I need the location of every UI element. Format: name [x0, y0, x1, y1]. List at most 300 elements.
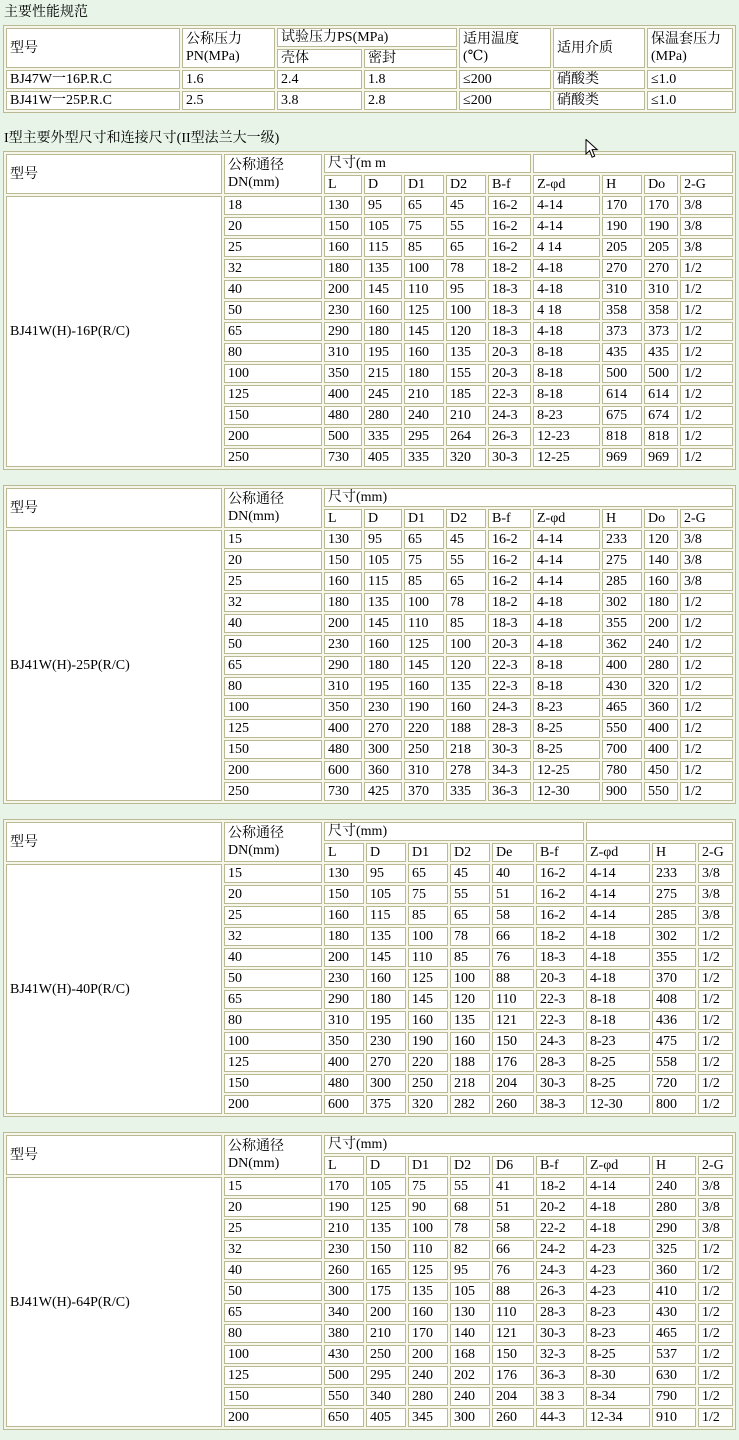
- data-cell: 硝酸类: [553, 91, 645, 110]
- data-cell: 150: [492, 1032, 534, 1051]
- data-cell: 310: [644, 280, 678, 299]
- col-header-D1: D1: [408, 1156, 448, 1175]
- data-cell: 85: [404, 572, 444, 591]
- data-cell: 280: [364, 406, 402, 425]
- data-cell: 1/2: [698, 1387, 733, 1406]
- col-header-medium: 适用介质: [553, 28, 645, 68]
- dimensions-section-title: I型主要外型尺寸和连接尺寸(II型法兰大一级): [4, 131, 280, 146]
- data-cell: 1/2: [680, 343, 733, 362]
- col-header-dn: 公称通径 DN(mm): [224, 154, 322, 194]
- data-cell: 120: [450, 990, 490, 1009]
- data-cell: 400: [644, 719, 678, 738]
- col-header-D: D: [366, 843, 406, 862]
- data-cell: 4-14: [533, 196, 600, 215]
- col-header-2G: 2-G: [698, 1156, 733, 1175]
- data-cell: 120: [446, 656, 486, 675]
- dim-table-40p: [3, 819, 736, 1117]
- data-cell: 614: [602, 385, 642, 404]
- data-cell: 125: [404, 635, 444, 654]
- col-header-D: D: [364, 175, 402, 194]
- data-cell: 188: [450, 1053, 490, 1072]
- data-cell: 135: [366, 1219, 406, 1238]
- data-cell: 18-3: [488, 280, 531, 299]
- data-cell: 1/2: [698, 1324, 733, 1343]
- data-cell: 360: [652, 1261, 696, 1280]
- data-cell: 190: [602, 217, 642, 236]
- data-cell: 210: [446, 406, 486, 425]
- data-cell: 90: [408, 1198, 448, 1217]
- data-cell: 76: [492, 1261, 534, 1280]
- data-cell: 100: [404, 259, 444, 278]
- dim-table-25p-header: [6, 488, 733, 528]
- data-cell: 32: [224, 927, 322, 946]
- data-cell: 674: [644, 406, 678, 425]
- data-cell: 4-18: [586, 948, 650, 967]
- data-cell: 320: [408, 1095, 448, 1114]
- dim-table-16p-header: [6, 154, 733, 194]
- data-cell: 88: [492, 969, 534, 988]
- performance-table: [3, 25, 736, 113]
- data-cell: 8-23: [586, 1032, 650, 1051]
- data-cell: 675: [602, 406, 642, 425]
- col-header-2G: 2-G: [680, 175, 733, 194]
- col-header-temperature: 适用温度 (℃): [459, 28, 551, 68]
- data-cell: 200: [644, 614, 678, 633]
- data-cell: 8-25: [586, 1345, 650, 1364]
- data-cell: 176: [492, 1366, 534, 1385]
- data-cell: 145: [404, 656, 444, 675]
- data-cell: 65: [404, 530, 444, 549]
- col-header-Do: Do: [644, 509, 678, 528]
- col-header-Zphid: Z-φd: [533, 509, 600, 528]
- data-cell: 25: [224, 906, 322, 925]
- data-cell: 190: [404, 698, 444, 717]
- data-cell: 58: [492, 906, 534, 925]
- data-cell: 3/8: [680, 551, 733, 570]
- data-cell: 105: [364, 217, 402, 236]
- data-cell: 1/2: [680, 698, 733, 717]
- data-cell: 145: [404, 322, 444, 341]
- data-cell: 1/2: [680, 322, 733, 341]
- data-cell: 250: [366, 1345, 406, 1364]
- data-cell: 340: [366, 1387, 406, 1406]
- col-header-D2: D2: [450, 1156, 490, 1175]
- data-cell: 18-2: [488, 593, 531, 612]
- data-cell: 22-3: [536, 1011, 584, 1030]
- data-cell: 360: [644, 698, 678, 717]
- data-cell: 85: [408, 906, 448, 925]
- data-cell: 18-2: [536, 1177, 584, 1196]
- data-cell: 230: [324, 635, 362, 654]
- data-cell: 65: [446, 572, 486, 591]
- data-cell: 280: [644, 656, 678, 675]
- data-cell: 78: [450, 1219, 490, 1238]
- data-cell: 1/2: [680, 280, 733, 299]
- data-cell: 140: [450, 1324, 490, 1343]
- data-cell: 969: [602, 448, 642, 467]
- data-cell: 1/2: [698, 1240, 733, 1259]
- col-header-D1: D1: [408, 843, 448, 862]
- data-cell: 250: [224, 782, 322, 801]
- data-cell: 110: [408, 1240, 448, 1259]
- data-cell: 969: [644, 448, 678, 467]
- data-cell: 270: [602, 259, 642, 278]
- data-cell: 320: [644, 677, 678, 696]
- data-cell: 38 3: [536, 1387, 584, 1406]
- data-cell: 28-3: [488, 719, 531, 738]
- data-cell: 75: [404, 217, 444, 236]
- data-cell: 1/2: [680, 761, 733, 780]
- data-cell: 100: [450, 969, 490, 988]
- data-cell: 85: [446, 614, 486, 633]
- data-cell: 650: [324, 1408, 364, 1427]
- data-cell: 3.8: [277, 91, 362, 110]
- col-header-Zphid: Z-φd: [586, 1156, 650, 1175]
- data-cell: 95: [364, 196, 402, 215]
- data-cell: 18-3: [488, 322, 531, 341]
- data-cell: 260: [492, 1408, 534, 1427]
- data-cell: 4-18: [533, 593, 600, 612]
- data-cell: 175: [366, 1282, 406, 1301]
- data-cell: 800: [652, 1095, 696, 1114]
- data-cell: 95: [450, 1261, 490, 1280]
- data-cell: 65: [224, 1303, 322, 1322]
- data-cell: 80: [224, 1011, 322, 1030]
- data-cell: 45: [446, 196, 486, 215]
- data-cell: 1/2: [680, 677, 733, 696]
- data-cell: 430: [324, 1345, 364, 1364]
- data-cell: 430: [602, 677, 642, 696]
- col-header-Zphid: Z-φd: [533, 175, 600, 194]
- data-cell: 44-3: [536, 1408, 584, 1427]
- data-cell: 55: [450, 885, 490, 904]
- data-cell: 16-2: [536, 885, 584, 904]
- data-cell: 790: [652, 1387, 696, 1406]
- data-cell: 8-18: [586, 1011, 650, 1030]
- data-cell: 200: [224, 1408, 322, 1427]
- col-header-model: 型号: [6, 488, 222, 528]
- data-cell: 1/2: [680, 259, 733, 278]
- data-cell: 20: [224, 885, 322, 904]
- col-header-dn: 公称通径 DN(mm): [224, 822, 322, 862]
- data-cell: 16-2: [488, 217, 531, 236]
- data-cell: 18-3: [488, 301, 531, 320]
- data-cell: 36-3: [536, 1366, 584, 1385]
- data-cell: 1/2: [680, 656, 733, 675]
- data-cell: 4-18: [586, 1198, 650, 1217]
- data-cell: 1/2: [680, 635, 733, 654]
- data-cell: 4-14: [586, 906, 650, 925]
- data-cell: 400: [324, 719, 362, 738]
- data-cell: 260: [324, 1261, 364, 1280]
- data-cell: 1/2: [680, 364, 733, 383]
- data-cell: 280: [652, 1198, 696, 1217]
- data-cell: 160: [324, 572, 362, 591]
- data-cell: 150: [224, 406, 322, 425]
- data-cell: 12-34: [586, 1408, 650, 1427]
- data-cell: 38-3: [536, 1095, 584, 1114]
- data-cell: 202: [450, 1366, 490, 1385]
- data-cell: 40: [492, 864, 534, 883]
- data-cell: 125: [224, 719, 322, 738]
- data-cell: 340: [324, 1303, 364, 1322]
- data-cell: 4-18: [533, 280, 600, 299]
- data-cell: 80: [224, 1324, 322, 1343]
- data-cell: 115: [364, 572, 402, 591]
- data-cell: 30-3: [488, 448, 531, 467]
- data-cell: 25: [224, 238, 322, 257]
- col-header-D1: D1: [404, 175, 444, 194]
- col-header-Bf: B-f: [536, 843, 584, 862]
- data-cell: 165: [366, 1261, 406, 1280]
- col-header-size: 尺寸(mm): [324, 1135, 733, 1154]
- data-cell: 110: [492, 990, 534, 1009]
- model-name-cell: BJ41W(H)-25P(R/C): [6, 530, 222, 801]
- data-cell: 150: [366, 1240, 406, 1259]
- data-cell: 550: [324, 1387, 364, 1406]
- data-cell: 1/2: [698, 1366, 733, 1385]
- data-cell: 188: [446, 719, 486, 738]
- data-cell: 465: [652, 1324, 696, 1343]
- data-cell: 22-3: [536, 990, 584, 1009]
- data-cell: 1.8: [364, 70, 457, 89]
- data-cell: 302: [602, 593, 642, 612]
- data-cell: 614: [644, 385, 678, 404]
- data-cell: 115: [364, 238, 402, 257]
- performance-table-body: [6, 70, 733, 110]
- data-cell: 125: [224, 1366, 322, 1385]
- data-cell: 24-3: [488, 406, 531, 425]
- col-header-model: 型号: [6, 154, 222, 194]
- data-cell: 55: [450, 1177, 490, 1196]
- data-cell: 220: [404, 719, 444, 738]
- data-cell: 400: [644, 740, 678, 759]
- data-cell: 200: [224, 1095, 322, 1114]
- mouse-cursor-icon: [585, 139, 599, 159]
- data-cell: 170: [602, 196, 642, 215]
- col-header-test-pressure: 试验压力PS(MPa): [277, 28, 457, 47]
- data-cell: 230: [324, 301, 362, 320]
- data-cell: 335: [404, 448, 444, 467]
- data-cell: 465: [602, 698, 642, 717]
- data-cell: 4-18: [586, 969, 650, 988]
- data-cell: 110: [492, 1303, 534, 1322]
- data-cell: 68: [450, 1198, 490, 1217]
- data-cell: 1/2: [680, 406, 733, 425]
- data-cell: 88: [492, 1282, 534, 1301]
- dim-table-25p-body: [6, 530, 733, 801]
- col-header-H: H: [602, 175, 642, 194]
- data-cell: 408: [652, 990, 696, 1009]
- data-cell: 160: [408, 1303, 448, 1322]
- data-cell: 550: [602, 719, 642, 738]
- data-cell: 65: [446, 238, 486, 257]
- data-cell: 350: [324, 698, 362, 717]
- col-header-Zphid: Z-φd: [586, 843, 650, 862]
- data-cell: 18-3: [488, 614, 531, 633]
- data-cell: 50: [224, 1282, 322, 1301]
- data-cell: 100: [404, 593, 444, 612]
- data-cell: 22-3: [488, 677, 531, 696]
- data-cell: 40: [224, 948, 322, 967]
- data-cell: 20-3: [488, 364, 531, 383]
- data-cell: 350: [324, 1032, 364, 1051]
- data-cell: 160: [644, 572, 678, 591]
- data-cell: 150: [224, 1074, 322, 1093]
- data-cell: 818: [602, 427, 642, 446]
- data-cell: 135: [450, 1011, 490, 1030]
- data-cell: 50: [224, 301, 322, 320]
- data-cell: 3/8: [698, 1219, 733, 1238]
- dim-table-16p-body: [6, 196, 733, 467]
- data-cell: 200: [366, 1303, 406, 1322]
- data-cell: 28-3: [536, 1053, 584, 1072]
- data-cell: 4-18: [533, 614, 600, 633]
- data-cell: 3/8: [698, 906, 733, 925]
- data-cell: 18-2: [536, 927, 584, 946]
- data-cell: 218: [446, 740, 486, 759]
- data-cell: 205: [602, 238, 642, 257]
- data-cell: 1/2: [698, 927, 733, 946]
- data-cell: 170: [408, 1324, 448, 1343]
- data-cell: 280: [408, 1387, 448, 1406]
- data-cell: 4-14: [586, 885, 650, 904]
- data-cell: 41: [492, 1177, 534, 1196]
- model-name-cell: BJ41W(H)-16P(R/C): [6, 196, 222, 467]
- data-cell: 1/2: [680, 385, 733, 404]
- data-cell: 100: [408, 1219, 448, 1238]
- data-cell: 20: [224, 217, 322, 236]
- col-header-L: L: [324, 1156, 364, 1175]
- col-header-H: H: [602, 509, 642, 528]
- data-cell: 78: [446, 259, 486, 278]
- data-cell: 125: [404, 301, 444, 320]
- data-cell: 135: [364, 593, 402, 612]
- data-cell: 185: [446, 385, 486, 404]
- data-cell: 115: [366, 906, 406, 925]
- data-cell: 480: [324, 1074, 364, 1093]
- data-cell: 32: [224, 1240, 322, 1259]
- data-cell: 16-2: [488, 530, 531, 549]
- data-cell: 24-3: [536, 1032, 584, 1051]
- data-cell: 8-18: [533, 385, 600, 404]
- data-cell: 295: [404, 427, 444, 446]
- data-cell: 160: [450, 1032, 490, 1051]
- col-header-D: D: [364, 509, 402, 528]
- data-cell: 550: [644, 782, 678, 801]
- data-cell: 720: [652, 1074, 696, 1093]
- data-cell: 170: [324, 1177, 364, 1196]
- data-cell: 818: [644, 427, 678, 446]
- data-cell: 4-23: [586, 1240, 650, 1259]
- data-cell: 121: [492, 1011, 534, 1030]
- col-header-size: 尺寸(m m: [324, 154, 531, 173]
- data-cell: 295: [366, 1366, 406, 1385]
- col-header-De: De: [492, 843, 534, 862]
- col-header-L: L: [324, 843, 364, 862]
- data-cell: 15: [224, 864, 322, 883]
- data-cell: 100: [408, 927, 448, 946]
- data-cell: 8-25: [533, 719, 600, 738]
- col-header-pn: 公称压力 PN(MPa): [182, 28, 275, 68]
- data-cell: 160: [324, 906, 364, 925]
- data-cell: 310: [324, 343, 362, 362]
- data-cell: 180: [404, 364, 444, 383]
- data-cell: 30-3: [536, 1324, 584, 1343]
- col-header-dn: 公称通径 DN(mm): [224, 1135, 322, 1175]
- data-cell: 55: [446, 217, 486, 236]
- data-cell: 204: [492, 1387, 534, 1406]
- data-cell: 150: [324, 885, 364, 904]
- data-cell: 3/8: [680, 196, 733, 215]
- data-cell: 135: [446, 343, 486, 362]
- col-header-seal: 密封: [364, 49, 457, 68]
- model-name-cell: BJ41W(H)-40P(R/C): [6, 864, 222, 1114]
- data-cell: 430: [652, 1303, 696, 1322]
- table-row: [6, 91, 733, 110]
- data-cell: 18: [224, 196, 322, 215]
- data-cell: 2.4: [277, 70, 362, 89]
- data-cell: 22-3: [488, 656, 531, 675]
- data-cell: 32-3: [536, 1345, 584, 1364]
- data-cell: 65: [404, 196, 444, 215]
- data-cell: 32: [224, 593, 322, 612]
- data-cell: 285: [602, 572, 642, 591]
- data-cell: 30-3: [536, 1074, 584, 1093]
- data-cell: 75: [408, 885, 448, 904]
- data-cell: 250: [408, 1074, 448, 1093]
- data-cell: 4-14: [586, 1177, 650, 1196]
- data-cell: 300: [324, 1282, 364, 1301]
- data-cell: 130: [324, 196, 362, 215]
- col-header-blank: [586, 822, 733, 841]
- col-header-D6: D6: [492, 1156, 534, 1175]
- data-cell: 180: [366, 990, 406, 1009]
- table-row: [6, 1177, 733, 1196]
- data-cell: 12-30: [533, 782, 600, 801]
- data-cell: 230: [324, 1240, 364, 1259]
- data-cell: 125: [408, 1261, 448, 1280]
- col-header-H: H: [652, 1156, 696, 1175]
- data-cell: 250: [224, 448, 322, 467]
- data-cell: 215: [364, 364, 402, 383]
- data-cell: 4-18: [533, 635, 600, 654]
- data-cell: 370: [652, 969, 696, 988]
- data-cell: 65: [224, 990, 322, 1009]
- data-cell: 200: [224, 427, 322, 446]
- col-header-2G: 2-G: [698, 843, 733, 862]
- data-cell: 34-3: [488, 761, 531, 780]
- data-cell: 700: [602, 740, 642, 759]
- data-cell: 240: [644, 635, 678, 654]
- table-row: [6, 70, 733, 89]
- data-cell: 3/8: [680, 217, 733, 236]
- data-cell: 210: [324, 1219, 364, 1238]
- data-cell: 480: [324, 406, 362, 425]
- data-cell: 230: [324, 969, 364, 988]
- data-cell: 135: [366, 927, 406, 946]
- data-cell: 240: [450, 1387, 490, 1406]
- data-cell: 730: [324, 448, 362, 467]
- data-cell: 780: [602, 761, 642, 780]
- col-header-L: L: [324, 175, 362, 194]
- data-cell: 480: [324, 740, 362, 759]
- data-cell: 373: [602, 322, 642, 341]
- data-cell: 180: [324, 259, 362, 278]
- data-cell: 36-3: [488, 782, 531, 801]
- data-cell: 80: [224, 343, 322, 362]
- data-cell: 75: [404, 551, 444, 570]
